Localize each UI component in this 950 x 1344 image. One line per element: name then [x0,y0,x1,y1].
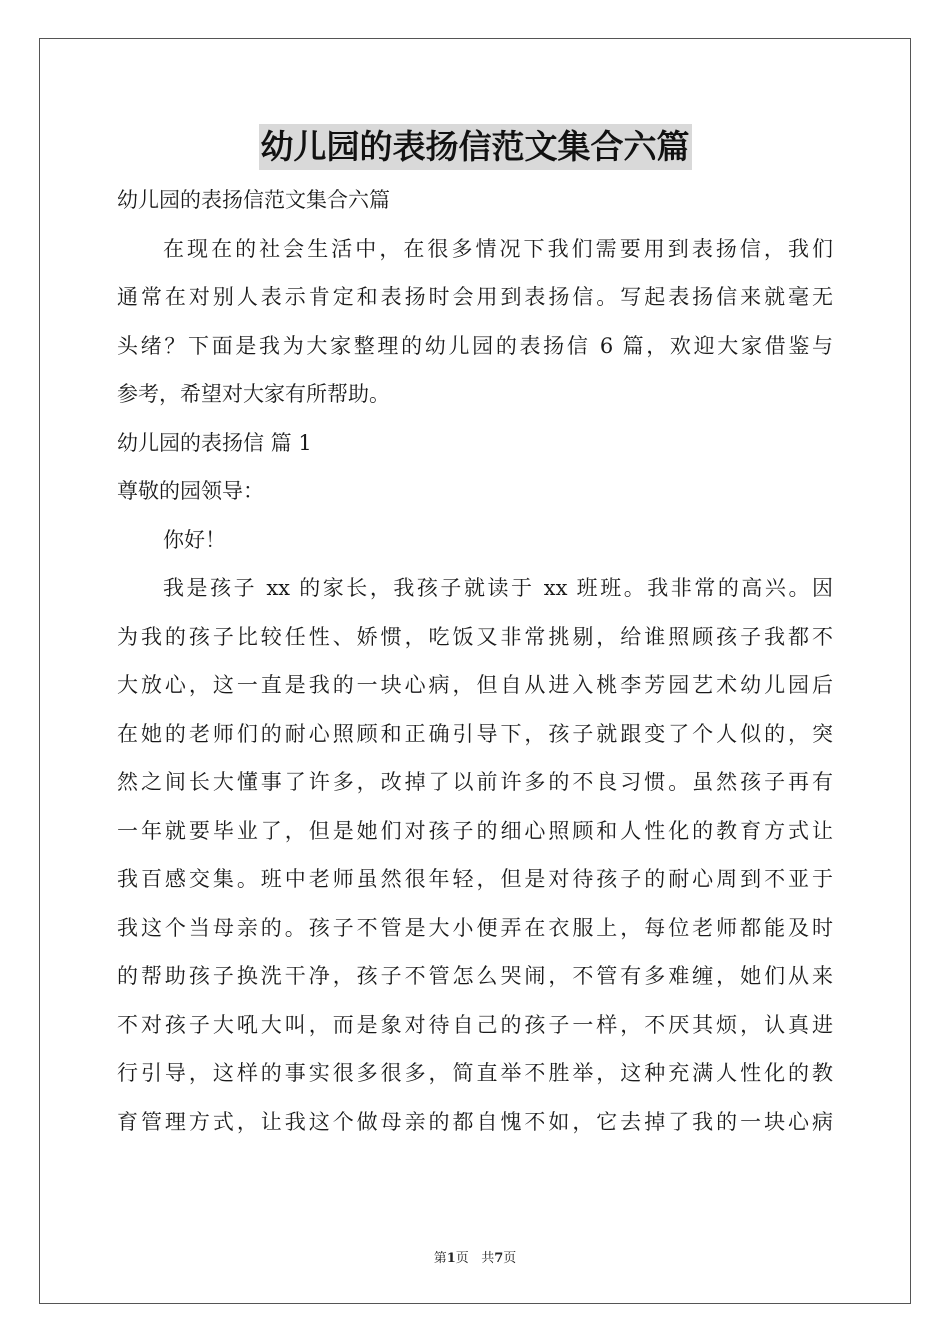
text-line: 在现在的社会生活中，在很多情况下我们需要用到表扬信，我们 [163,236,833,261]
text-line: 育管理方式，让我这个做母亲的都自愧不如，它去掉了我的一块心病 [117,1109,833,1134]
page-footer [0,1247,950,1266]
text-line: 的帮助孩子换洗干净，孩子不管怎么哭闹，不管有多难缠，她们从来 [117,964,833,988]
text-line: 在她的老师们的耐心照顾和正确引导下，孩子就跟变了个人似的，突 [117,721,833,746]
text-line: 为我的孩子比较任性、娇惯，吃饭又非常挑剔，给谁照顾孩子我都不 [117,624,833,649]
footer-page-prefix: 第 [433,1251,447,1266]
text-line: 不对孩子大吼大叫，而是象对待自己的孩子一样，不厌其烦，认真进 [117,1012,833,1037]
document-body [117,176,833,1146]
footer-total-suffix: 页 [503,1251,517,1266]
title-container [0,124,950,170]
text-line: 通常在对别人表示肯定和表扬时会用到表扬信。写起表扬信来就毫无 [117,285,833,309]
text-line: 头绪？下面是我为大家整理的幼儿园的表扬信 6 篇，欢迎大家借鉴与 [117,333,833,358]
text-line: 一年就要毕业了，但是她们对孩子的细心照顾和人性化的教育方式让 [117,818,833,843]
text-line: 大放心，这一直是我的一块心病，但自从进入桃李芳园艺术幼儿园后 [117,673,833,697]
text-line: 幼儿园的表扬信 篇 1 [117,430,312,455]
document-title: 幼儿园的表扬信范文集合六篇 [259,124,692,170]
text-line: 尊敬的园领导： [117,479,264,503]
text-line: 行引导，这样的事实很多很多，简直举不胜举，这种充满人性化的教 [117,1061,833,1085]
footer-total-prefix: 共 [481,1251,495,1266]
text-line: 幼儿园的表扬信范文集合六篇 [117,188,390,212]
text-line: 参考，希望对大家有所帮助。 [117,382,390,406]
text-line: 我是孩子 xx 的家长，我孩子就读于 xx 班班。我非常的高兴。因 [163,576,833,600]
text-line: 我百感交集。班中老师虽然很年轻，但是对待孩子的耐心周到不亚于 [117,867,833,891]
footer-page-number: 1 [446,1251,456,1266]
footer-page-suffix: 页 [455,1251,469,1266]
text-line: 然之间长大懂事了许多，改掉了以前许多的不良习惯。虽然孩子再有 [117,770,833,794]
text-line: 我这个当母亲的。孩子不管是大小便弄在衣服上，每位老师都能及时 [117,915,833,940]
text-line: 你好！ [163,527,226,552]
footer-total-pages: 7 [494,1251,504,1266]
